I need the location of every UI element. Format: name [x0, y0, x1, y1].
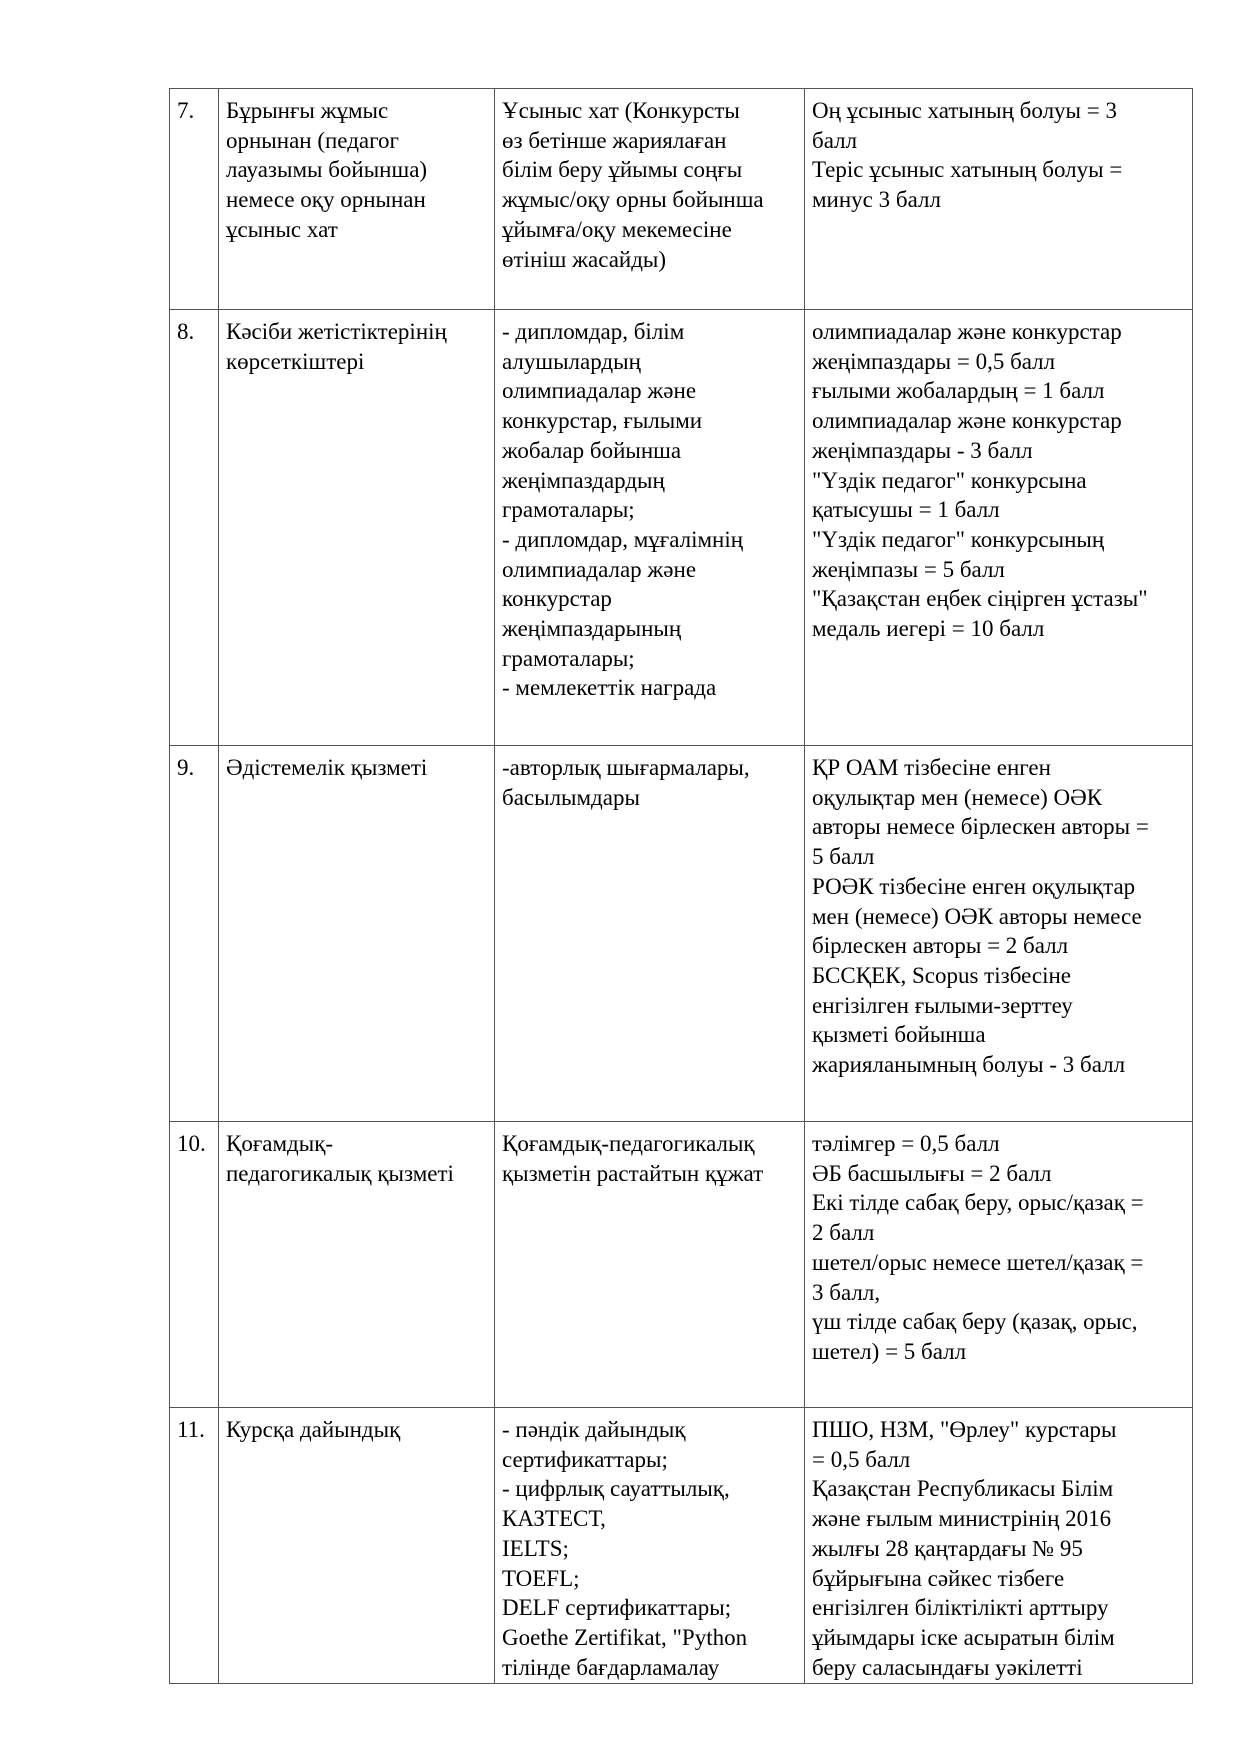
row-number: 11.: [170, 1408, 219, 1684]
score-cell: ҚР ОАМ тізбесіне енген оқулықтар мен (немесе) ОӘК авторы немесе бірлескен авторы = 5 балл РОӘК тізбесіне енген оқулықтар мен (немесе) ОӘК авторы немесе бірлескен авторы = 2 балл БССҚЕК, Scopus тізбесіне енгізілген ғылыми-зерттеу қызметі бойынша жарияланымның болуы - 3 балл: [805, 746, 1193, 1122]
criterion-cell: Бұрынғы жұмыс орнынан (педагог лауазымы бойынша) немесе оқу орнынан ұсыныс хат: [219, 89, 495, 310]
table-row: [170, 1122, 1193, 1408]
table-row: [170, 310, 1193, 746]
document-cell: - дипломдар, білім алушылардың олимпиадалар және конкурстар, ғылыми жобалар бойынша жеңімпаздардың грамоталары; - дипломдар, мұғалімнің олимпиадалар және конкурстар жеңімпаздарының грамоталары; - мемлекеттік награда: [495, 310, 805, 746]
table-row: [170, 746, 1193, 1122]
row-number: 8.: [170, 310, 219, 746]
document-cell: Қоғамдық-педагогикалық қызметін растайтын құжат: [495, 1122, 805, 1408]
score-cell: ПШО, НЗМ, "Өрлеу" курстары = 0,5 балл Қазақстан Республикасы Білім және ғылым министрінің 2016 жылғы 28 қаңтардағы № 95 бұйрығына сәйкес тізбеге енгізілген біліктілікті арттыру ұйымдары іске асыратын білім беру саласындағы уәкілетті: [805, 1408, 1193, 1684]
criterion-cell: Курсқа дайындық: [219, 1408, 495, 1684]
criterion-cell: Қоғамдық- педагогикалық қызметі: [219, 1122, 495, 1408]
document-cell: -авторлық шығармалары, басылымдары: [495, 746, 805, 1122]
score-cell: олимпиадалар және конкурстар жеңімпаздары = 0,5 балл ғылыми жобалардың = 1 балл олимпиадалар және конкурстар жеңімпаздары - 3 балл "Үздік педагог" конкурсына қатысушы = 1 балл "Үздік педагог" конкурсының жеңімпазы = 5 балл "Қазақстан еңбек сіңірген ұстазы" медаль иегері = 10 балл: [805, 310, 1193, 746]
table-row: [170, 1408, 1193, 1684]
row-number: 7.: [170, 89, 219, 310]
score-cell: Оң ұсыныс хатының болуы = 3 балл Теріс ұсыныс хатының болуы = минус 3 балл: [805, 89, 1193, 310]
row-number: 10.: [170, 1122, 219, 1408]
table-row: [170, 89, 1193, 310]
criterion-cell: Кәсіби жетістіктерінің көрсеткіштері: [219, 310, 495, 746]
document-cell: Ұсыныс хат (Конкурсты өз бетінше жариялаған білім беру ұйымы соңғы жұмыс/оқу орны бойынша ұйымға/оқу мекемесіне өтініш жасайды): [495, 89, 805, 310]
score-cell: тәлімгер = 0,5 балл ӘБ басшылығы = 2 балл Екі тілде сабақ беру, орыс/қазақ = 2 балл шетел/орыс немесе шетел/қазақ = 3 балл, үш тілде сабақ беру (қазақ, орыс, шетел) = 5 балл: [805, 1122, 1193, 1408]
document-cell: - пәндік дайындық сертификаттары; - цифрлық сауаттылық, КАЗТЕСТ, IELTS; TOEFL; DELF сертификаттары; Goethe Zertifikat, "Python тілінде бағдарламалау: [495, 1408, 805, 1684]
row-number: 9.: [170, 746, 219, 1122]
criterion-cell: Әдістемелік қызметі: [219, 746, 495, 1122]
criteria-table: [169, 88, 1193, 1684]
